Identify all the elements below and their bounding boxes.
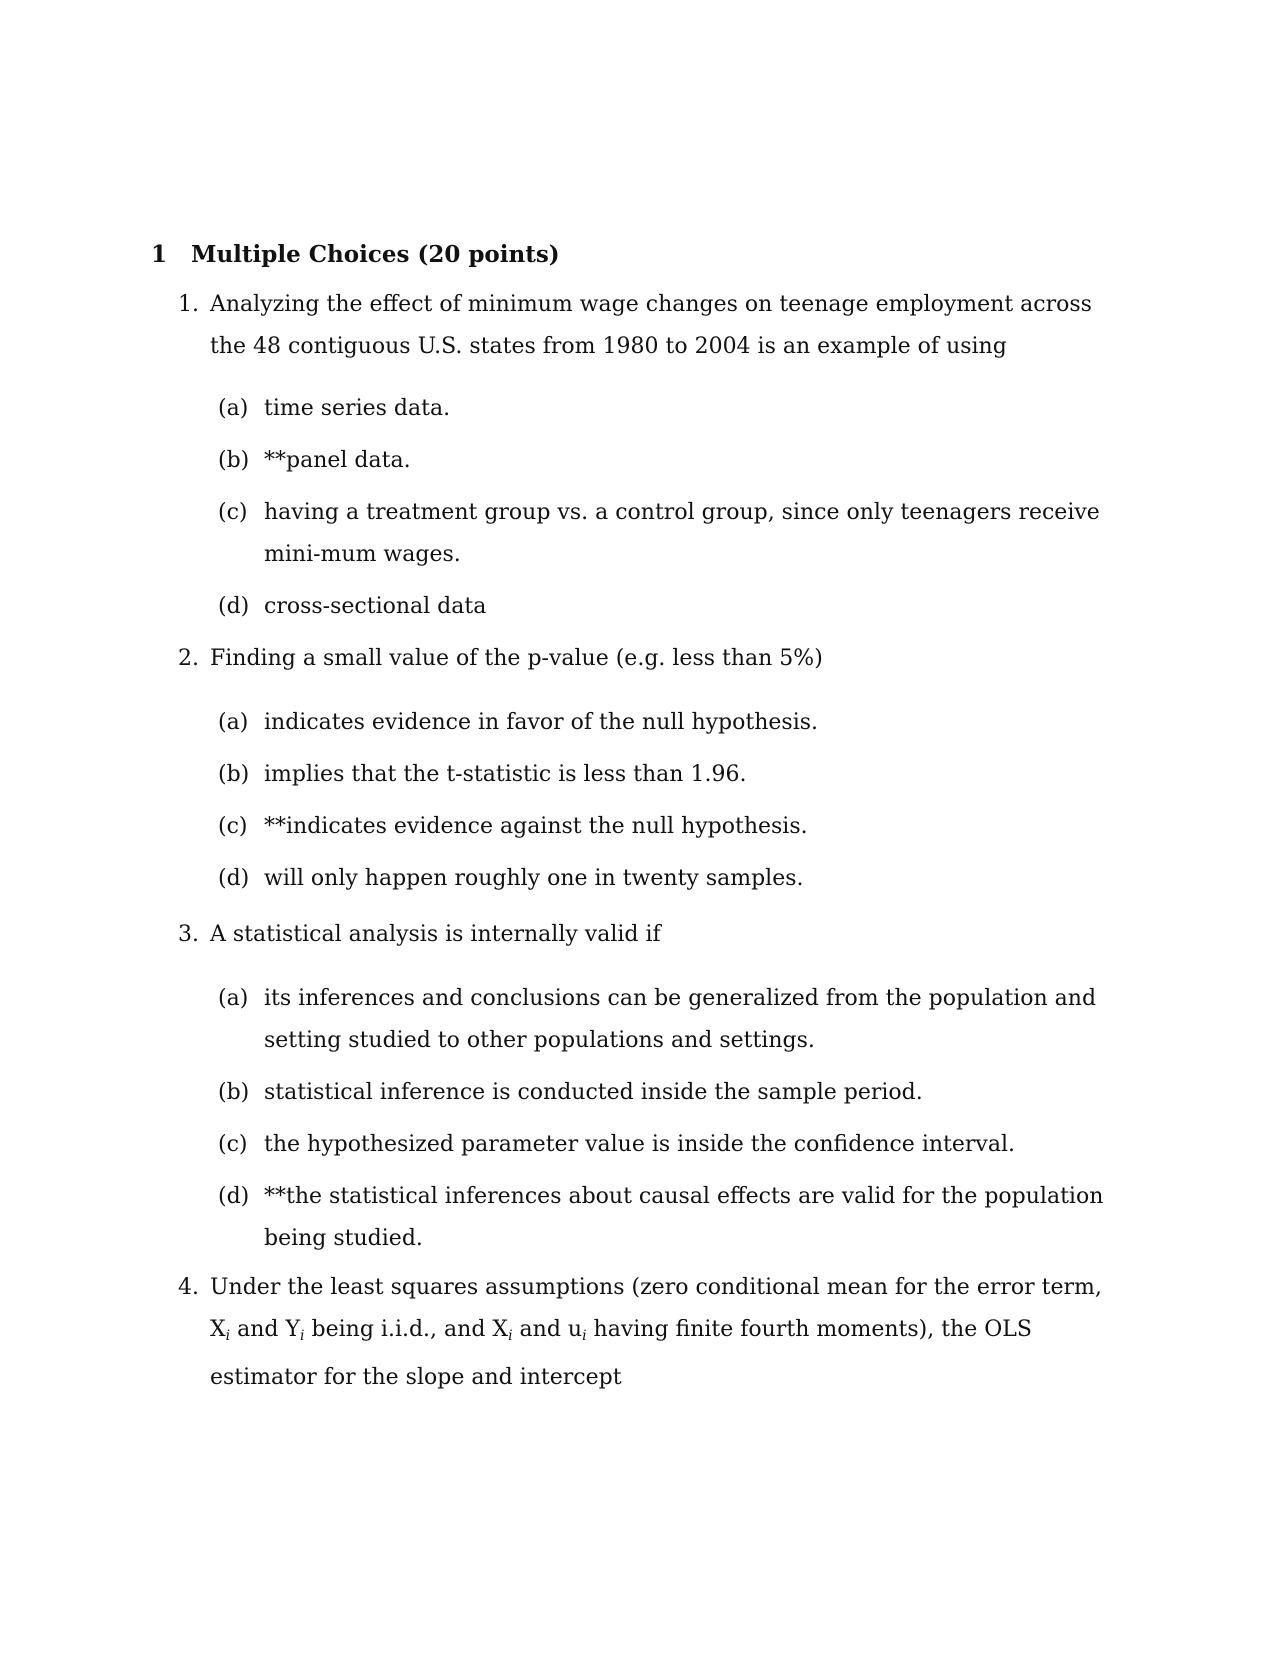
option-text: indicates evidence in favor of the null hypothesis. [264, 710, 819, 735]
option-text: implies that the t-statistic is less than 1.96. [264, 762, 747, 787]
question-2 [178, 638, 1128, 680]
option-label: (c) [218, 814, 248, 839]
subscript-i: i [300, 1328, 305, 1344]
option-label: (c) [218, 500, 248, 525]
option-label: (a) [218, 396, 249, 421]
question-number: 4. [178, 1275, 199, 1300]
question-text [210, 1267, 1125, 1399]
option-d [218, 1176, 1128, 1260]
subscript-i: i [508, 1328, 513, 1344]
option-text: its inferences and conclusions can be generalized from the population and setting studied to other populations and settings. [264, 986, 1097, 1053]
text-part: being i.i.d., and X [304, 1317, 509, 1342]
question-1 [178, 284, 1128, 368]
option-a [218, 978, 1128, 1062]
option-d [218, 586, 1128, 628]
text-part: and Y [230, 1317, 301, 1342]
option-b [218, 1072, 1128, 1114]
option-c [218, 492, 1128, 576]
option-c [218, 1124, 1128, 1166]
text-part: and u [512, 1317, 583, 1342]
question-text: Analyzing the effect of minimum wage changes on teenage employment across the 48 contiguous U.S. states from 1980 to 2004 is an example of using [210, 292, 1092, 359]
option-label: (d) [218, 594, 250, 619]
option-a [218, 702, 1128, 744]
option-text: the hypothesized parameter value is inside the confidence interval. [264, 1132, 1015, 1157]
question-3 [178, 914, 1128, 956]
option-label: (b) [218, 1080, 250, 1105]
option-label: (b) [218, 762, 250, 787]
option-d [218, 858, 1128, 900]
option-text: **the statistical inferences about causal effects are valid for the population being studied. [264, 1184, 1104, 1251]
subscript-i: i [225, 1328, 231, 1344]
question-4 [178, 1267, 1128, 1399]
option-label: (a) [218, 710, 249, 735]
subscript-i: i [582, 1328, 587, 1344]
option-text: **panel data. [264, 448, 411, 473]
question-1-options [218, 388, 1128, 638]
option-text: cross-sectional data [264, 594, 487, 619]
section-title: Multiple Choices (20 points) [191, 241, 560, 268]
text-part: having finite fourth moments), the OLS estimator for the slope and intercept [210, 1317, 1032, 1390]
question-text: A statistical analysis is internally valid if [210, 922, 661, 947]
option-text: statistical inference is conducted inside the sample period. [264, 1080, 923, 1105]
question-number: 2. [178, 646, 199, 671]
option-text: **indicates evidence against the null hypothesis. [264, 814, 808, 839]
option-label: (d) [218, 866, 250, 891]
option-b [218, 440, 1128, 482]
question-text: Finding a small value of the p-value (e.g. less than 5%) [210, 646, 823, 671]
section-heading [151, 240, 560, 270]
text-part: Under the least squares assumptions (zero conditional mean for the error term, X [210, 1275, 1102, 1342]
option-label: (c) [218, 1132, 248, 1157]
question-number: 1. [178, 292, 199, 317]
option-text: having a treatment group vs. a control group, since only teenagers receive mini-mum wages. [264, 500, 1100, 567]
option-text: will only happen roughly one in twenty samples. [264, 866, 804, 891]
question-number: 3. [178, 922, 199, 947]
question-2-options [218, 702, 1128, 910]
option-label: (d) [218, 1184, 250, 1209]
option-label: (a) [218, 986, 249, 1011]
question-3-options [218, 978, 1128, 1270]
section-number: 1 [151, 241, 168, 268]
option-text: time series data. [264, 396, 451, 421]
option-c [218, 806, 1128, 848]
option-label: (b) [218, 448, 250, 473]
option-b [218, 754, 1128, 796]
option-a [218, 388, 1128, 430]
